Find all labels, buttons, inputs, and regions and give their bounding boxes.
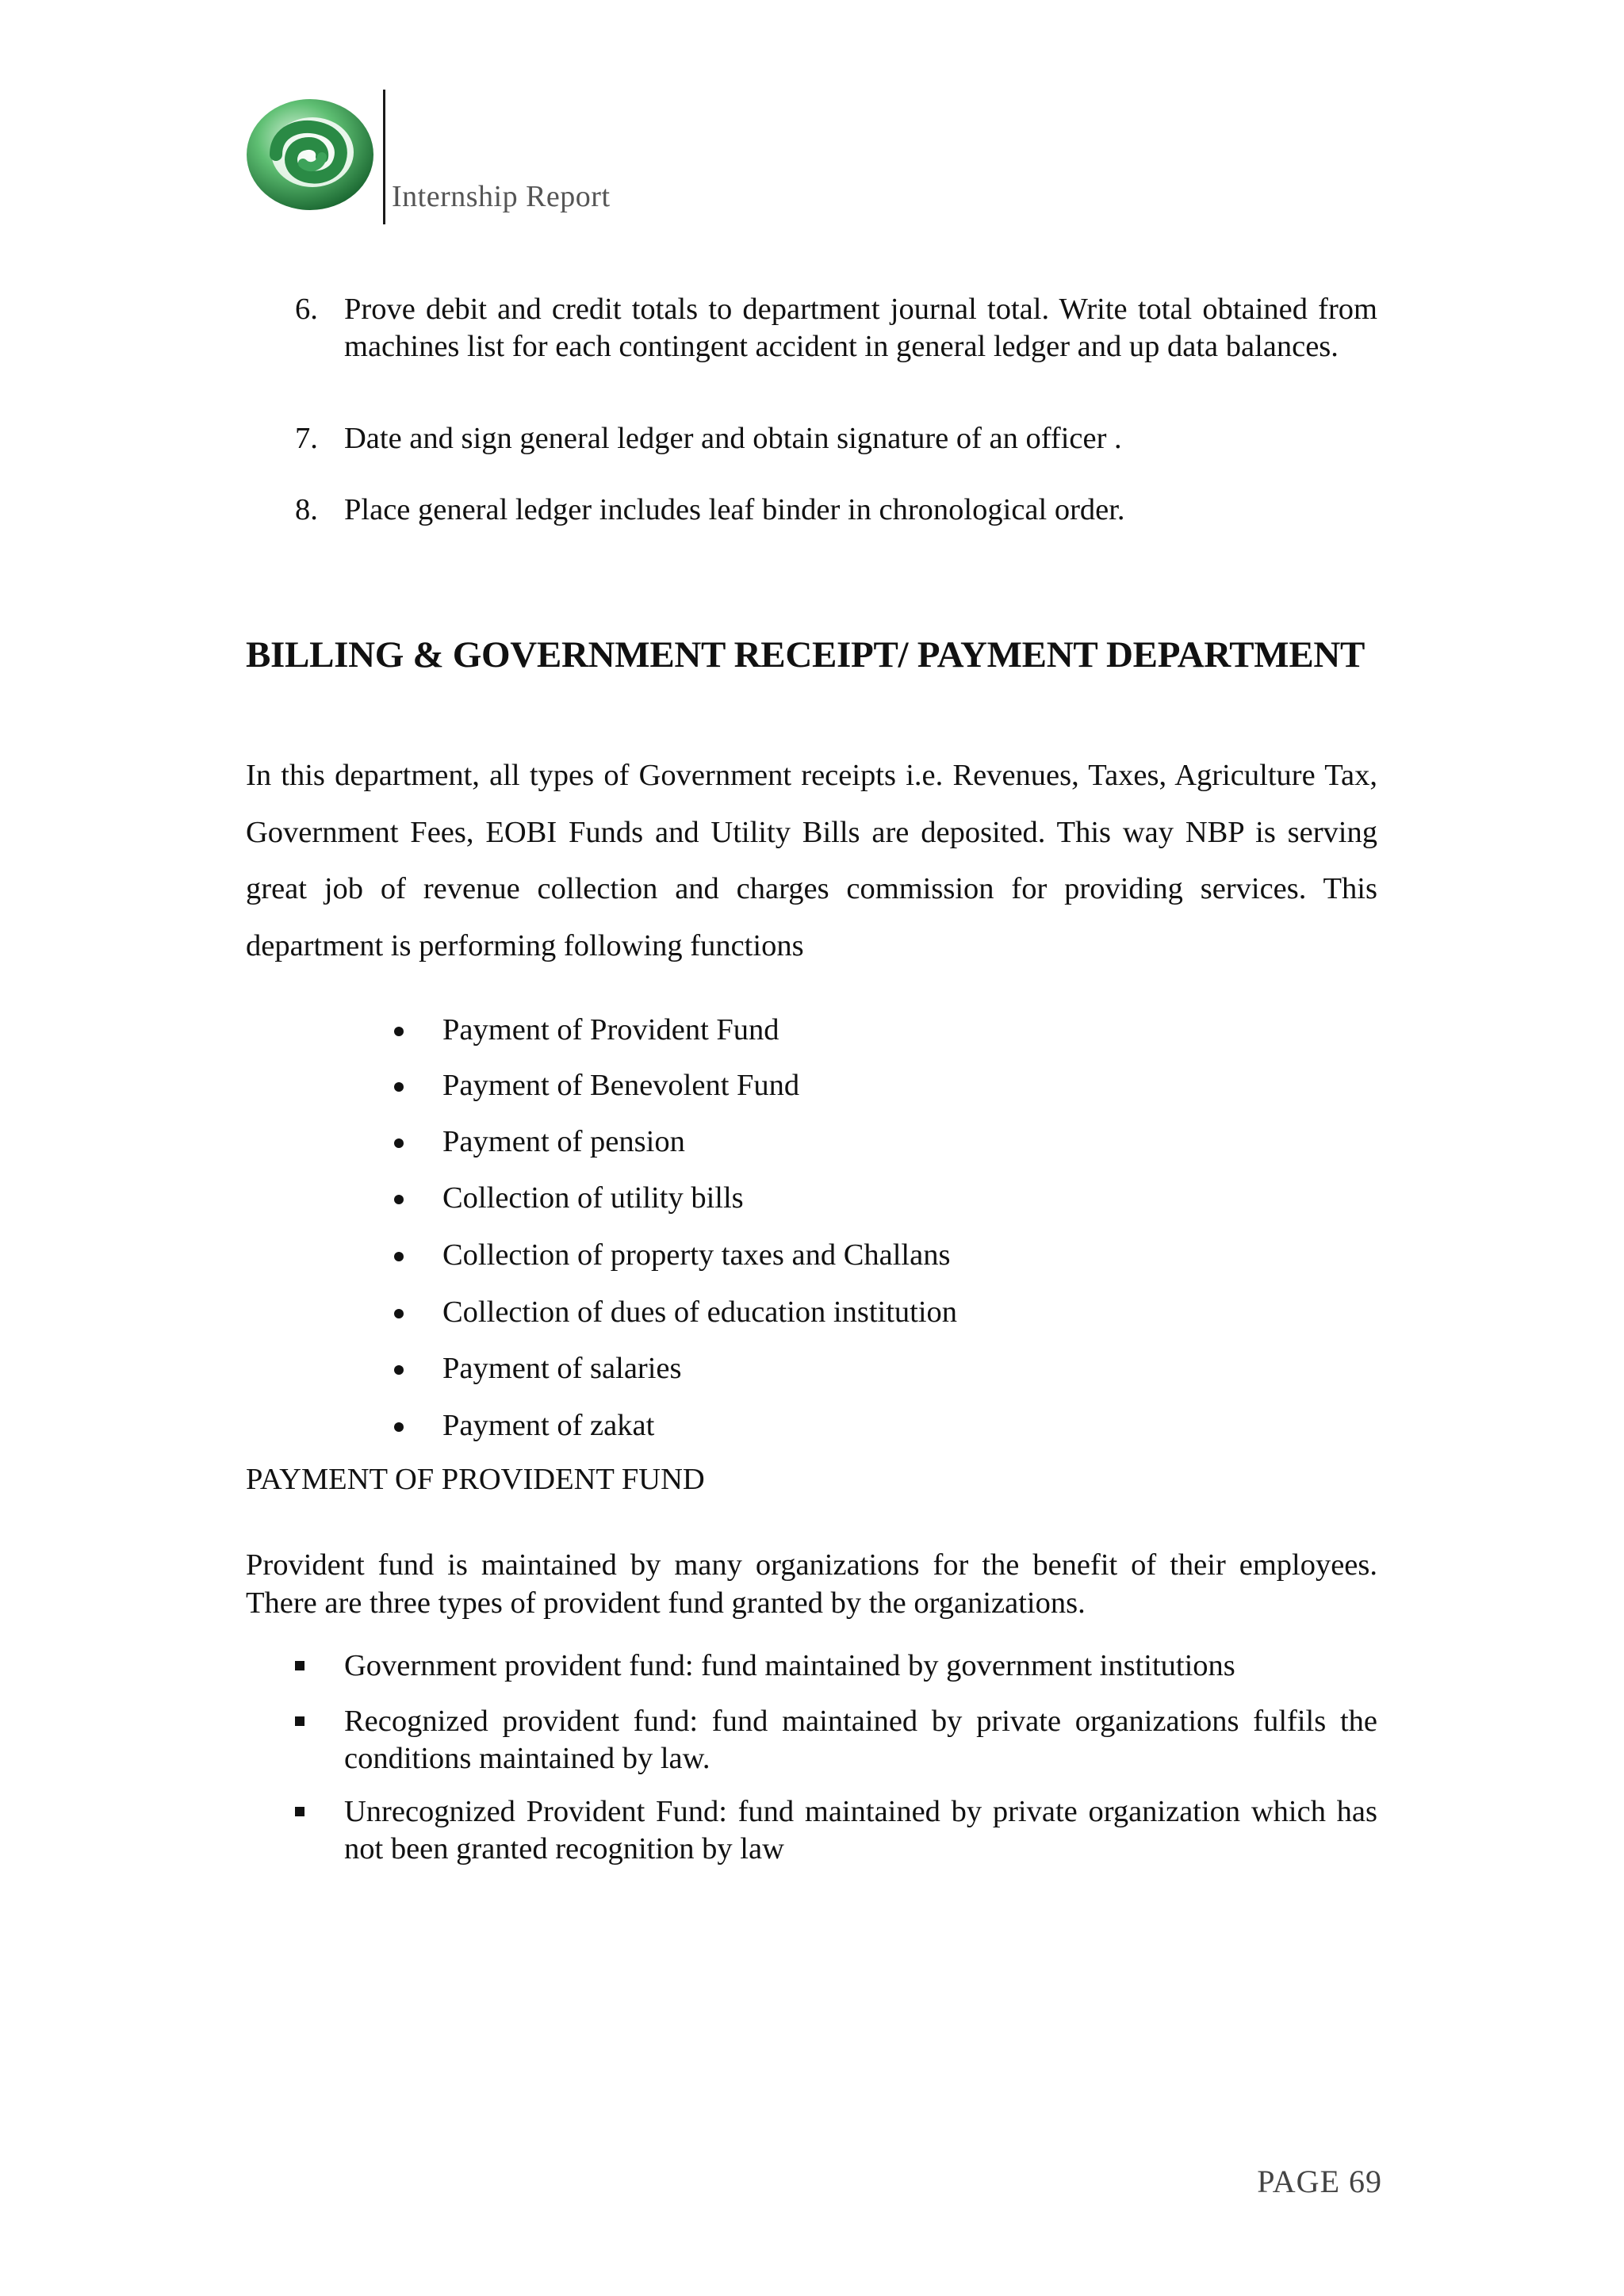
list-item-text: Collection of property taxes and Challans [442, 1238, 951, 1272]
list-item-text: Collection of utility bills [442, 1181, 744, 1215]
list-item-text: Payment of Benevolent Fund [442, 1069, 800, 1102]
bullet-icon [394, 1252, 404, 1261]
list-item-text: Place general ledger includes leaf binder in chronological order. [344, 493, 1125, 526]
intro-paragraph: In this department, all types of Government receipts i.e. Revenues, Taxes, Agriculture Tax, Government Fees, EOBI Funds and Utility Bills are deposited. This way NBP is serving great job of revenue collection and charges commission for providing services. This department is performing following functions [246, 759, 1377, 962]
list-number: 7. [295, 422, 318, 455]
list-item-text: Payment of salaries [442, 1352, 682, 1385]
bullet-icon [394, 1027, 404, 1036]
list-number: 6. [295, 293, 318, 326]
page-number: PAGE 69 [1257, 2164, 1382, 2199]
bullet-icon [394, 1082, 404, 1092]
square-bullet-icon [295, 1661, 304, 1670]
list-item-text: Prove debit and credit totals to department journal total. Write total obtained from machines list for each contingent accident in general ledger and up data balances. [344, 293, 1377, 363]
bullet-icon [394, 1138, 404, 1148]
bullet-icon [394, 1309, 404, 1318]
list-item-text: Payment of Provident Fund [442, 1013, 779, 1047]
square-bullet-icon [295, 1807, 304, 1816]
list-item-text: Date and sign general ledger and obtain signature of an officer . [344, 422, 1122, 455]
list-item-text: Unrecognized Provident Fund: fund maintained by private organization which has not been granted recognition by law [344, 1795, 1377, 1866]
header-title: Internship Report [392, 180, 611, 213]
bullet-icon [394, 1422, 404, 1432]
section-heading: BILLING & GOVERNMENT RECEIPT/ PAYMENT DEPARTMENT [246, 634, 1365, 675]
list-item-text: Payment of pension [442, 1125, 685, 1158]
list-item-text: Recognized provident fund: fund maintained by private organizations fulfils the conditions maintained by law. [344, 1705, 1377, 1775]
bullet-icon [394, 1365, 404, 1375]
list-number: 8. [295, 493, 318, 526]
header-divider [383, 90, 385, 224]
bank-logo-icon [244, 95, 376, 214]
list-item-text: Collection of dues of education institution [442, 1295, 958, 1329]
provident-fund-paragraph: Provident fund is maintained by many organizations for the benefit of their employees. There are three types of provident fund granted by the organizations. [246, 1548, 1377, 1620]
provident-fund-heading: PAYMENT OF PROVIDENT FUND [246, 1463, 705, 1496]
bullet-icon [394, 1195, 404, 1204]
list-item-text: Payment of zakat [442, 1409, 655, 1442]
square-bullet-icon [295, 1716, 304, 1726]
list-item-text: Government provident fund: fund maintained by government institutions [344, 1649, 1235, 1682]
